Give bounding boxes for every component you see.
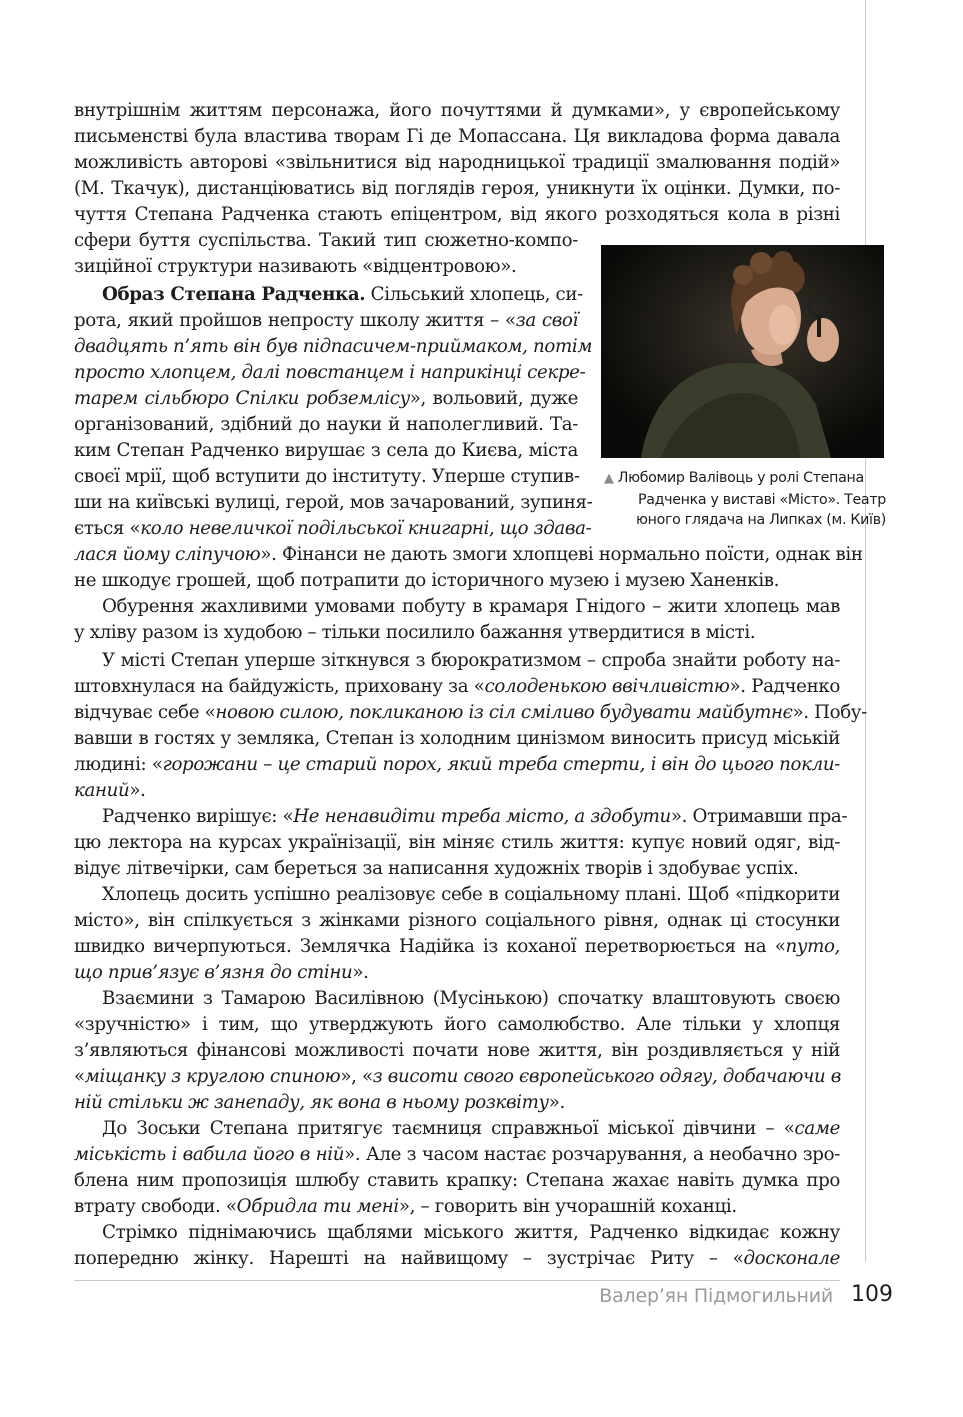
text-line: швидко вичерпуються. Землячка Надійка із коханої перетворюється на «путо, — [74, 936, 840, 957]
text-line: що прив’язує в’язня до стіни». — [74, 962, 369, 983]
text-line: своєї мрії, щоб вступити до інституту. Уперше ступив- — [74, 466, 580, 487]
caption-line: ▲ Любомир Валівоць у ролі Степана — [604, 470, 864, 486]
text-line: штовхнулася на байдужість, приховану за «солоденькою ввічливістю». Радченко — [74, 676, 840, 697]
text-line: До Зоськи Степана притягує таємниця справжньої міської дівчини – «саме — [102, 1118, 840, 1139]
text-line: відує літвечірки, сам береться за написання художніх творів і здобуває успіх. — [74, 858, 799, 879]
text-line: втрату свободи. «Обридла ти мені», – говорить він учорашній коханці. — [74, 1196, 737, 1217]
text-line: Взаємини з Тамарою Василівною (Мусінькою) спочатку влаштовують своєю — [102, 988, 840, 1009]
text-line: міськість і вабила його в ній». Але з часом настає розчарування, а необачно зро- — [74, 1144, 840, 1165]
text-line: тарем сільбюро Спілки робземлісу», вольовий, дуже — [74, 388, 578, 409]
text-line: ється «коло невеличкої подільської книгарні, що здава- — [74, 518, 592, 539]
text-line: Радченко вирішує: «Не ненавидіти треба місто, а здобути». Отримавши пра- — [102, 806, 848, 827]
text-line: сфери буття суспільства. Такий тип сюжетно-компо- — [74, 230, 578, 251]
text-line: попередню жінку. Нарешті на найвищому – зустрічає Риту – «досконале — [74, 1248, 840, 1269]
text-line: «зручністю» і тим, що утверджують його самолюбство. Але тільки у хлопця — [74, 1014, 840, 1035]
text-line: чуття Степана Радченка стають епіцентром, від якого розходяться кола в різні — [74, 204, 840, 225]
text-line: лася йому сліпучою». Фінанси не дають змоги хлопцеві нормально поїсти, однак він — [74, 544, 863, 565]
text-line: у хліву разом із худобою – тільки посилило бажання утвердитися в місті. — [74, 622, 756, 643]
text-line: У місті Степан уперше зіткнувся з бюрократизмом – спроба знайти роботу на- — [102, 650, 840, 671]
text-line: місто», він спілкується з жінками різного соціального рівня, однак ці стосунки — [74, 910, 840, 931]
text-line: письменстві була властива творам Гі де Мопассана. Ця викладова форма давала — [74, 126, 840, 147]
text-line: ній стільки ж занепаду, як вона в ньому розквіту». — [74, 1092, 565, 1113]
text-line: організований, здібний до науки й наполегливий. Та- — [74, 414, 578, 435]
text-line: зиційної структури називають «відцентровою». — [74, 256, 517, 277]
text-line: Хлопець досить успішно реалізовує себе в соціальному плані. Щоб «підкорити — [102, 884, 840, 905]
text-line: людині: «горожани – це старий порох, який треба стерти, і він до цього покли- — [74, 754, 840, 775]
text-line: ким Степан Радченко вирушає з села до Києва, міста — [74, 440, 578, 461]
text-line: внутрішнім життям персонажа, його почуттями й думками», у європейському — [74, 100, 840, 121]
text-line: ши на київські вулиці, герой, мов зачарований, зупиня- — [74, 492, 593, 513]
text-line: не шкодує грошей, щоб потрапити до історичного музею і музею Ханенків. — [74, 570, 780, 591]
caption-line: юного глядача на Липках (м. Київ) — [636, 512, 886, 528]
triangle-up-icon: ▲ — [604, 471, 614, 486]
photo-caption — [604, 468, 886, 531]
text-line: (М. Ткачук), дистанціюватись від поглядів героя, уникнути їх оцінки. Думки, по- — [74, 178, 840, 199]
text-line: блена ним пропозиція шлюбу ставить крапку: Степана жахає навіть думка про — [74, 1170, 840, 1191]
text-line: Обурення жахливими умовами побуту в крамаря Гнідого – жити хлопець мав — [102, 596, 840, 617]
text-line: просто хлопцем, далі повстанцем і наприкінці секре- — [74, 362, 586, 383]
footer-rule — [74, 1280, 840, 1281]
text-line: відчуває себе «новою силою, покликаною із сіл сміливо будувати майбутнє». Побу- — [74, 702, 867, 723]
running-footer-title: Валер’ян Підмогильний — [599, 1285, 833, 1307]
text-line: можливість авторові «звільнитися від народницької традиції змалювання подій» — [74, 152, 840, 173]
text-line: цю лектора на курсах українізації, він міняє стиль життя: купує новий одяг, від- — [74, 832, 840, 853]
text-line: вавши в гостях у земляка, Степан із холодним цинізмом виносить присуд міській — [74, 728, 840, 749]
theatre-actor-photo — [601, 245, 884, 458]
caption-line: Радченка у виставі «Місто». Театр — [637, 491, 886, 508]
page-edge-rule — [865, 0, 866, 1262]
text-line: двадцять п’ять він був підпасичем-приймаком, потім — [74, 336, 593, 357]
text-line: з’являються фінансові можливості почати нове життя, він роздивляється у ній — [74, 1040, 840, 1061]
text-line: каний». — [74, 780, 146, 801]
text-line: Стрімко піднімаючись щаблями міського життя, Радченко відкидає кожну — [102, 1222, 840, 1243]
page-number: 109 — [851, 1282, 893, 1307]
text-line: «міщанку з круглою спиною», «з висоти свого європейського одягу, добачаючи в — [74, 1066, 842, 1087]
actor-illustration-icon — [601, 245, 884, 458]
text-line: рота, який пройшов непросту школу життя – «за свої — [74, 310, 578, 331]
text-line: Образ Степана Радченка. Сільський хлопець, си- — [102, 284, 583, 305]
section-heading: Образ Степана Радченка. — [102, 284, 366, 305]
